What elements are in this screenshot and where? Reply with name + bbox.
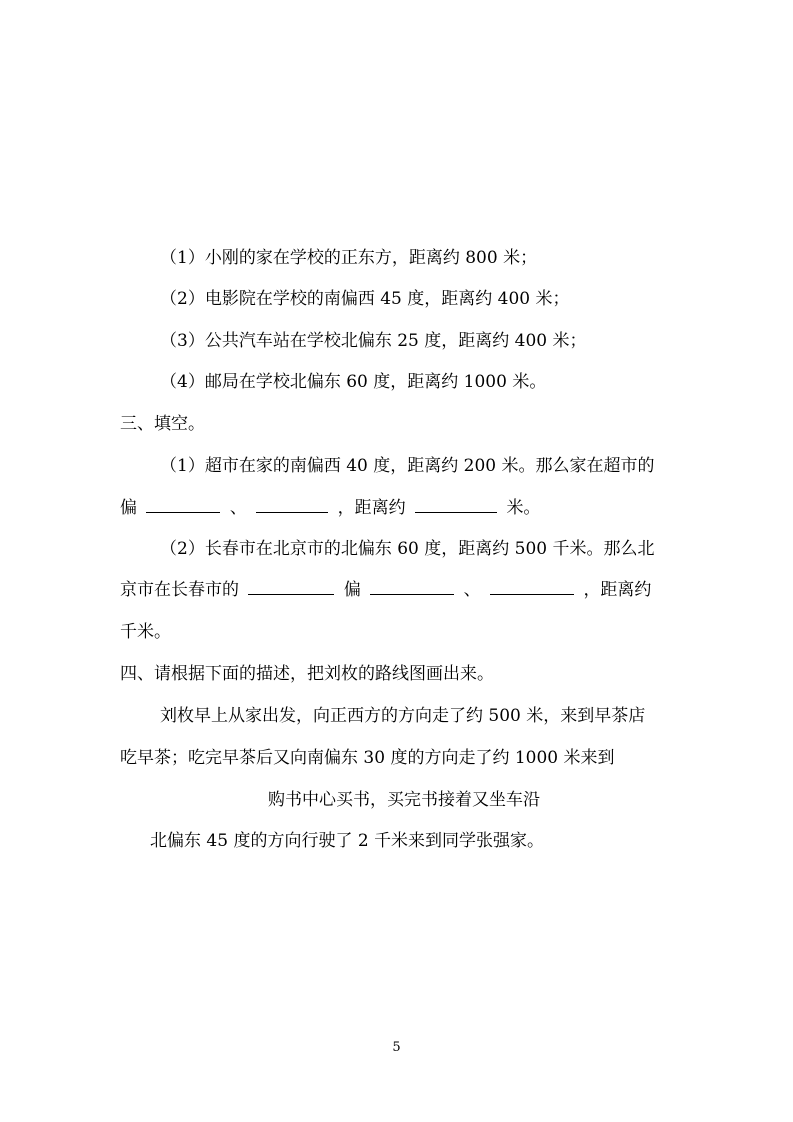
q1-blank-1[interactable] [146, 496, 220, 513]
q1-text-a: 偏 [120, 498, 137, 518]
q2-text-d: ，距离约 [583, 580, 652, 600]
q2-blank-2[interactable] [370, 578, 454, 595]
route-paragraph-line-2: 吃早茶；吃完早茶后又向南偏东 30 度的方向走了约 1000 米来到 [120, 748, 615, 768]
q2-line-2 [120, 578, 651, 602]
q2-text-b: 偏 [343, 580, 361, 600]
q1-text-b: 、 [229, 498, 247, 518]
q2-blank-1[interactable] [248, 578, 334, 595]
q2-line-3: 千米。 [120, 622, 171, 642]
q2-blank-3[interactable] [490, 578, 574, 595]
q1-blank-3[interactable] [415, 496, 497, 513]
q1-line-1: （1）超市在家的南偏西 40 度，距离约 200 米。那么家在超市的 [160, 456, 655, 476]
route-paragraph-line-1: 刘枚早上从家出发，向正西方的方向走了约 500 米，来到早茶店 [160, 706, 646, 726]
section-3-heading: 三、填空。 [120, 414, 205, 434]
q1-text-d: 米。 [506, 498, 541, 518]
q1-line-2 [120, 496, 540, 520]
list-item-2: （2）电影院在学校的南偏西 45 度，距离约 400 米； [160, 289, 570, 309]
section-4-heading: 四、请根据下面的描述，把刘枚的路线图画出来。 [120, 664, 494, 684]
list-item-3: （3）公共汽车站在学校北偏东 25 度，距离约 400 米； [160, 331, 587, 351]
q2-text-c: 、 [463, 580, 481, 600]
q1-blank-2[interactable] [256, 496, 328, 513]
route-paragraph-line-3: 购书中心买书，买完书接着又坐车沿 [268, 790, 540, 810]
list-item-1: （1）小刚的家在学校的正东方，距离约 800 米； [160, 248, 538, 268]
page-number: 5 [392, 1040, 401, 1055]
q2-text-a: 京市在长春市的 [120, 580, 239, 600]
q2-line-1: （2）长春市在北京市的北偏东 60 度，距离约 500 千米。那么北 [160, 539, 655, 559]
q1-text-c: ，距离约 [337, 498, 406, 518]
list-item-4: （4）邮局在学校北偏东 60 度，距离约 1000 米。 [160, 372, 547, 392]
route-paragraph-line-4: 北偏东 45 度的方向行驶了 2 千米来到同学张强家。 [150, 831, 545, 851]
